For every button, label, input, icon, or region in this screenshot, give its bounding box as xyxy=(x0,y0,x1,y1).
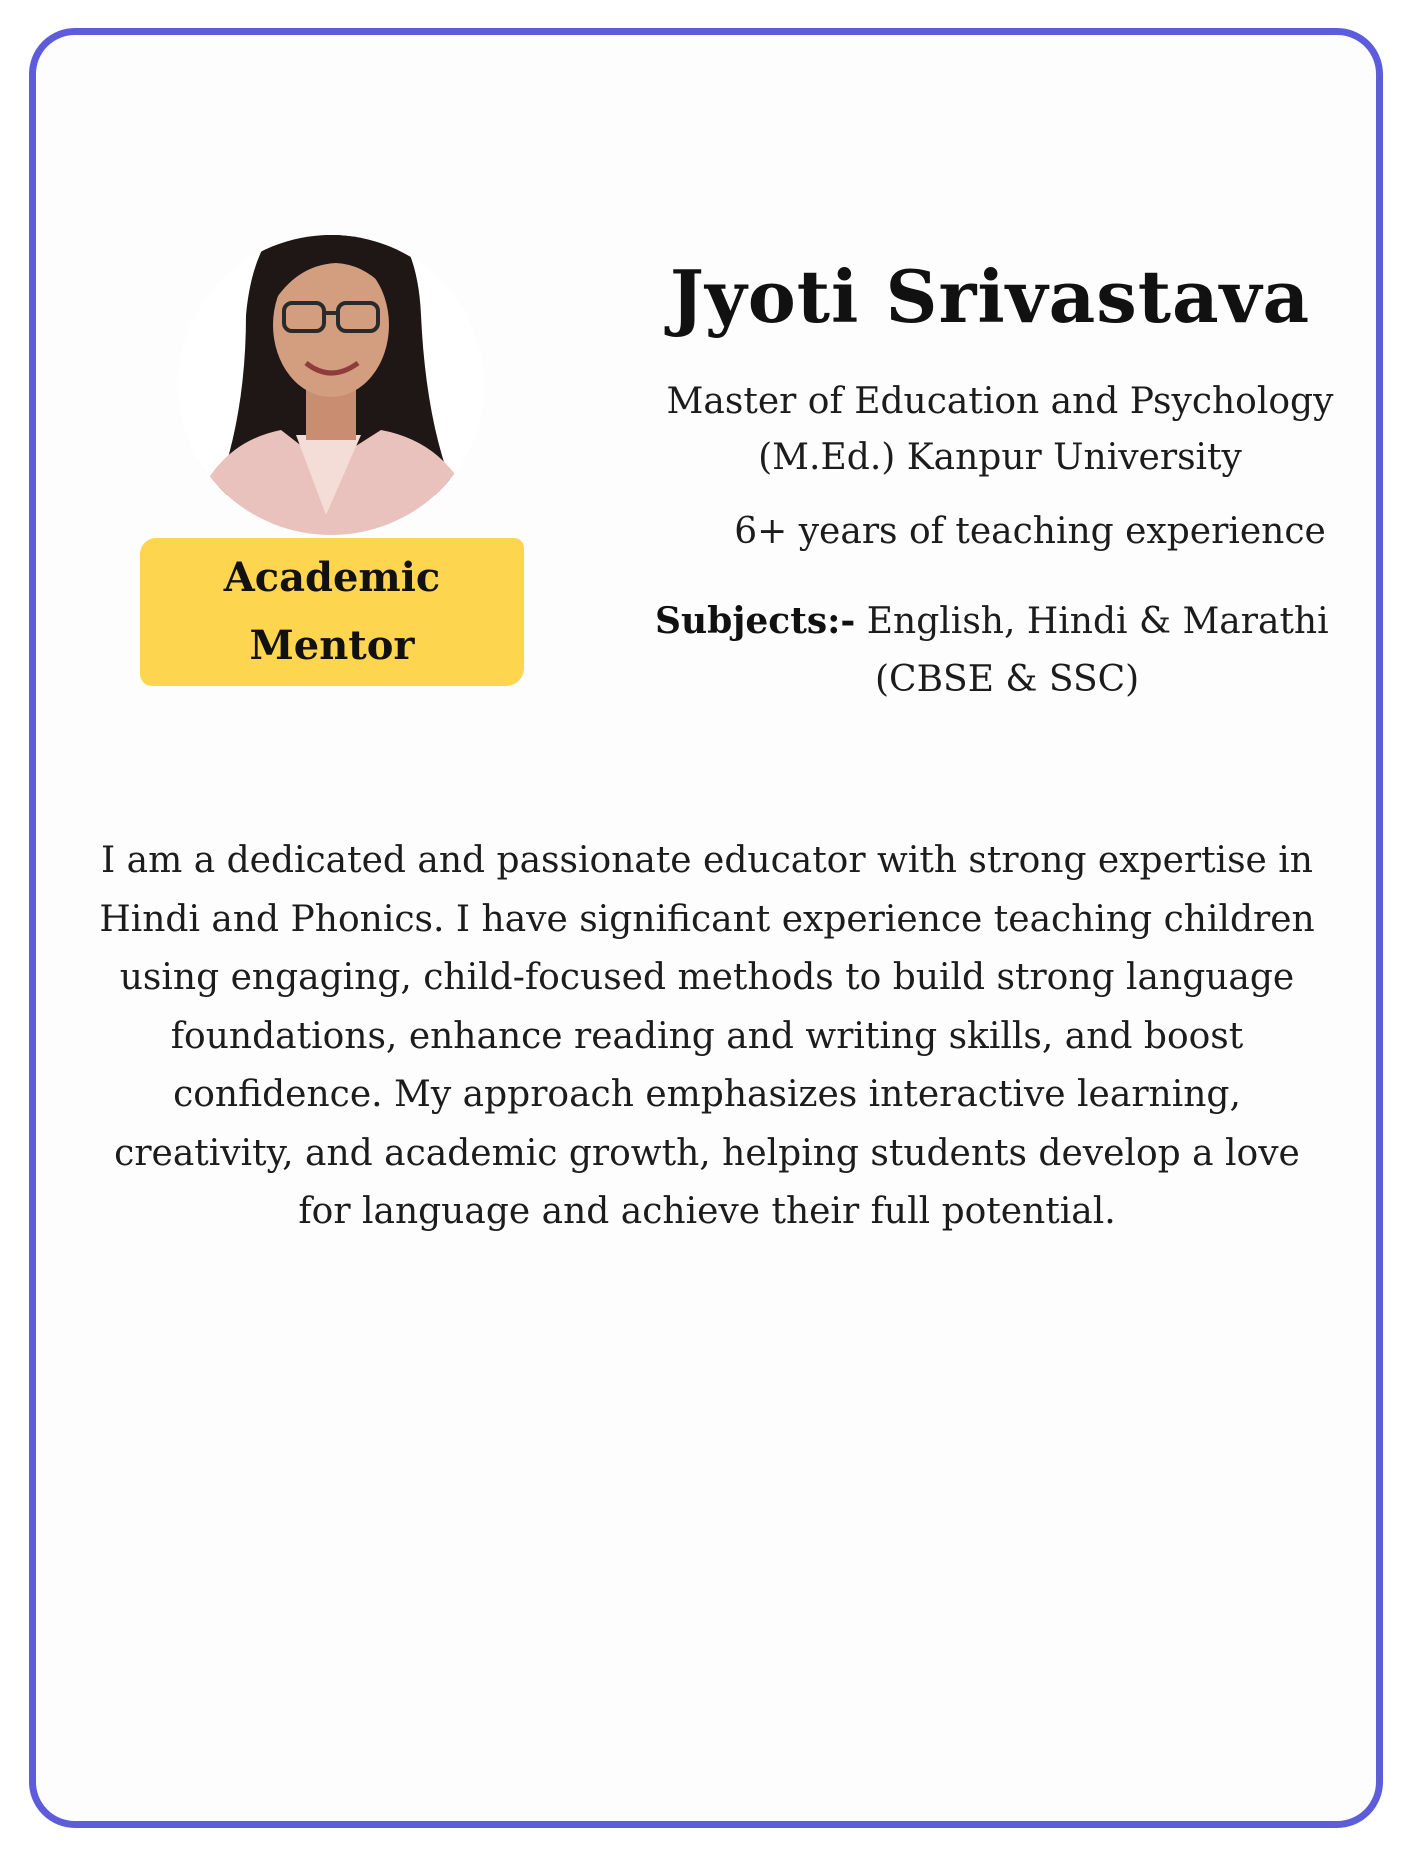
experience: 6+ years of teaching experience xyxy=(734,511,1326,552)
badge-line-2: Mentor xyxy=(249,622,415,669)
mentor-photo xyxy=(176,195,486,535)
subjects-boards: (CBSE & SSC) xyxy=(875,659,1140,700)
degree-line-2: (M.Ed.) Kanpur University xyxy=(758,437,1242,478)
subjects-label: Subjects:- xyxy=(655,600,856,642)
mentor-name: Jyoti Srivastava xyxy=(669,254,1311,339)
academic-mentor-badge xyxy=(140,538,524,686)
bio-paragraph: I am a dedicated and passionate educator with strong expertise in Hindi and Phonics. I have significant experience teaching children using engaging, child-focused methods to build strong language foundations, enhance reading and writing skills, and boost confidence. My approach emphasizes interactive learning, creativity, and academic growth, helping students develop a love for language and achieve their full potential. xyxy=(99,840,1315,1232)
degree-line-1: Master of Education and Psychology xyxy=(666,381,1334,422)
subjects-list: English, Hindi & Marathi xyxy=(866,601,1329,642)
degree xyxy=(640,374,1360,486)
badge-line-1: Academic xyxy=(223,554,441,601)
person-portrait-icon xyxy=(176,195,486,535)
subjects xyxy=(655,592,1355,709)
